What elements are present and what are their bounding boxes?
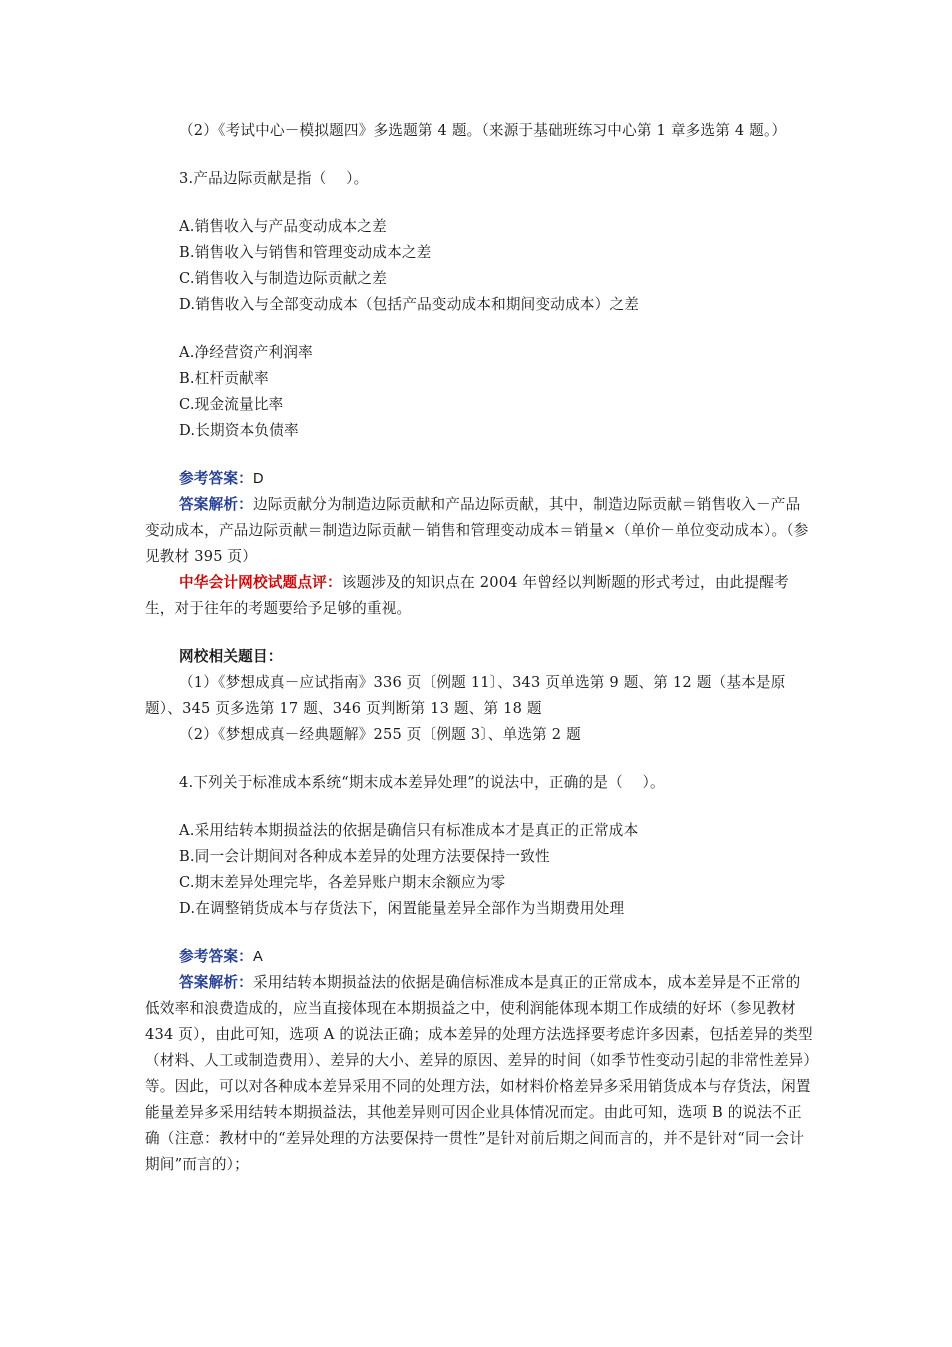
analysis-label: 答案解析： bbox=[179, 496, 253, 513]
question-4-stem: 4.下列关于标准成本系统“期末成本差异处理”的说法中，正确的是（ ）。 bbox=[179, 774, 665, 791]
related-item-1: （1）《梦想成真－应试指南》336 页〔例题 11〕、343 页单选第 9 题、第 12 题（基本是原题）、345 页多选第 17 题、346 页判断第 13 题、第 18 题 bbox=[145, 674, 786, 717]
q3-comment bbox=[145, 570, 813, 622]
analysis-text: 边际贡献分为制造边际贡献和产品边际贡献，其中，制造边际贡献＝销售收入－产品变动成本，产品边际贡献＝制造边际贡献－销售和管理变动成本＝销量×（单价－单位变动成本）。（参见教材 395 页） bbox=[145, 496, 809, 565]
analysis-text: 采用结转本期损益法的依据是确信标准成本是真正的正常成本，成本差异是不正常的低效率和浪费造成的，应当直接体现在本期损益之中，使利润能体现本期工作成绩的好坏（参见教材 434 页），由此可知，选项 A 的说法正确；成本差异的处理方法选择要考虑许多因素，包括差异的类型（材料、人工或制造费用）、差异的大小、差异的原因、差异的时间（如季节性变动引起的非常性差异）等。因此，可以对各种成本差异采用不同的处理方法，如材料价格差异多采用销货成本与存货法，闲置能量差异多采用结转本期损益法，其他差异则可因企业具体情况而定。由此可知，选项 B 的说法不正确（注意：教材中的“差异处理的方法要保持一贯性”是针对前后期之间而言的，并不是针对“同一会计期间”而言的）； bbox=[145, 974, 813, 1173]
q4-option-c: C.期末差异处理完毕，各差异账户期末余额应为零 bbox=[179, 874, 506, 891]
q3-extra-option-a: A.净经营资产利润率 bbox=[179, 344, 313, 361]
analysis-label: 答案解析： bbox=[179, 974, 253, 991]
document-body bbox=[145, 118, 813, 1178]
q4-answer bbox=[145, 944, 813, 970]
q4-analysis bbox=[145, 970, 813, 1178]
comment-label: 中华会计网校试题点评： bbox=[179, 574, 342, 591]
q3-extra-option-b: B.杠杆贡献率 bbox=[179, 370, 269, 387]
answer-label: 参考答案： bbox=[179, 470, 253, 487]
answer-value: A bbox=[252, 949, 263, 965]
related-title: 网校相关题目： bbox=[179, 648, 283, 665]
q3-extra-option-d: D.长期资本负债率 bbox=[179, 422, 299, 439]
answer-value: D bbox=[252, 471, 264, 487]
q3-answer bbox=[145, 466, 813, 492]
comment-text: 该题涉及的知识点在 2004 年曾经以判断题的形式考过，由此提醒考生，对于往年的考题要给予足够的重视。 bbox=[145, 574, 789, 617]
q4-option-d: D.在调整销货成本与存货法下，闲置能量差异全部作为当期费用处理 bbox=[179, 900, 625, 917]
answer-label: 参考答案： bbox=[179, 948, 253, 965]
q3-option-b: B.销售收入与销售和管理变动成本之差 bbox=[179, 244, 432, 261]
q3-option-a: A.销售收入与产品变动成本之差 bbox=[179, 218, 387, 235]
q3-extra-option-c: C.现金流量比率 bbox=[179, 396, 284, 413]
source-line: （2）《考试中心－模拟题四》多选题第 4 题。（来源于基础班练习中心第 1 章多选第 4 题。） bbox=[179, 122, 787, 139]
q3-option-c: C.销售收入与制造边际贡献之差 bbox=[179, 270, 388, 287]
q4-option-b: B.同一会计期间对各种成本差异的处理方法要保持一致性 bbox=[179, 848, 550, 865]
question-3-stem: 3.产品边际贡献是指（ ）。 bbox=[179, 170, 369, 187]
q4-option-a: A.采用结转本期损益法的依据是确信只有标准成本才是真正的正常成本 bbox=[179, 822, 639, 839]
q3-analysis bbox=[145, 492, 813, 570]
q3-option-d: D.销售收入与全部变动成本（包括产品变动成本和期间变动成本）之差 bbox=[179, 296, 640, 313]
related-item-2: （2）《梦想成真－经典题解》255 页〔例题 3〕、单选第 2 题 bbox=[179, 726, 581, 743]
